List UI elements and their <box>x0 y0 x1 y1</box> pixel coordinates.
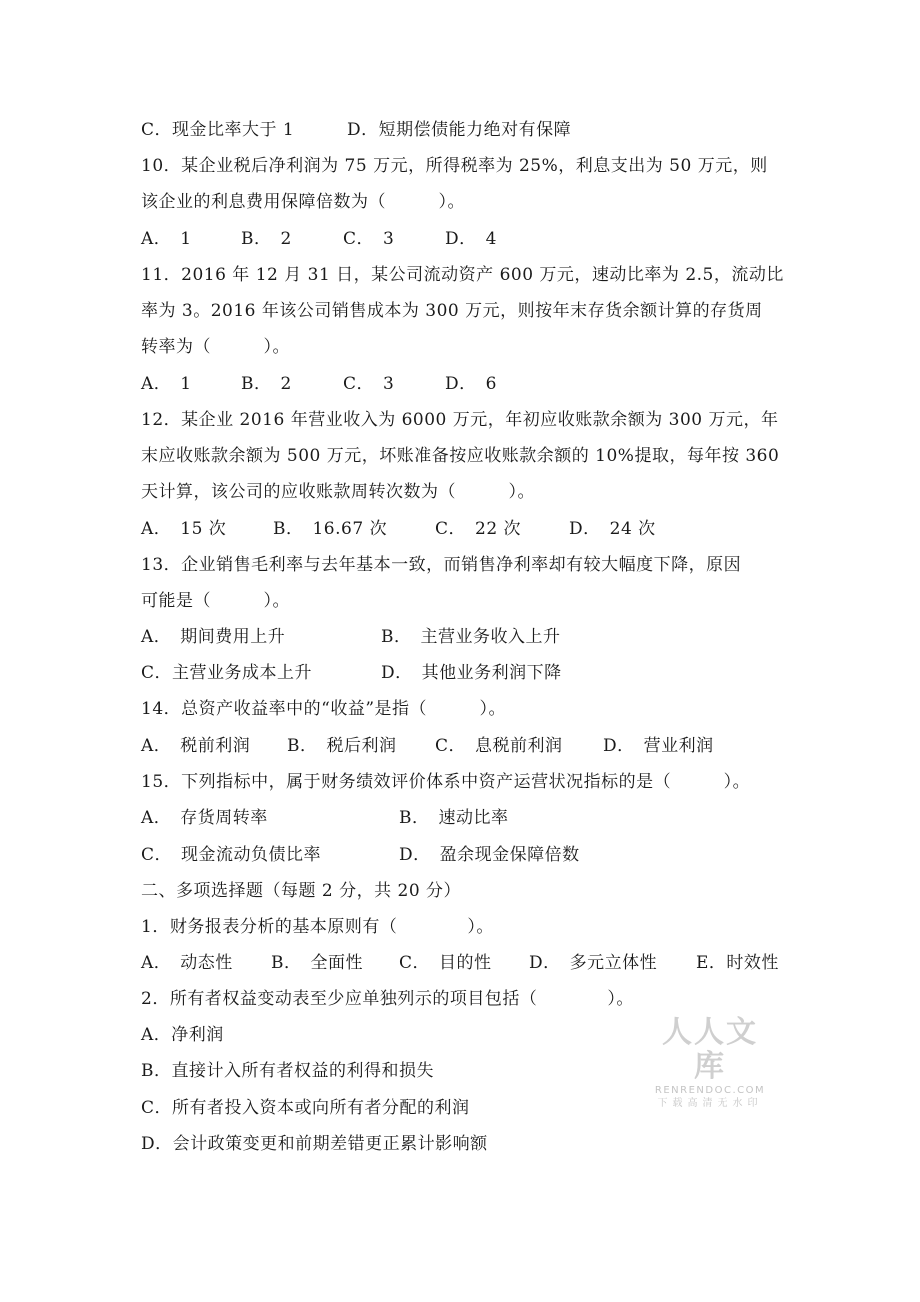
option-b: B．直接计入所有者权益的利得和损失 <box>141 1061 434 1081</box>
option-a: A． 税前利润 <box>141 736 251 756</box>
option-c: C． 息税前利润 <box>435 736 563 756</box>
question-10-text: 10．某企业税后净利润为 75 万元，所得税率为 25%，利息支出为 50 万元，则 <box>141 156 768 176</box>
question-11-text: 11．2016 年 12 月 31 日，某公司流动资产 600 万元，速动比率为 2.5，流动比 <box>141 265 784 285</box>
option-a: A． 15 次 <box>141 519 227 539</box>
option-c: C． 3 <box>343 229 395 249</box>
option-c: C．所有者投入资本或向所有者分配的利润 <box>141 1098 470 1118</box>
option-d: D． 盈余现金保障倍数 <box>399 845 580 865</box>
option-b: B． 2 <box>241 229 292 249</box>
option-c: C． 22 次 <box>435 519 522 539</box>
option-c: C． 目的性 <box>399 953 492 973</box>
option-d: D． 其他业务利润下降 <box>381 663 562 683</box>
option-c: C．主营业务成本上升 <box>141 663 313 683</box>
question-14-text: 14．总资产收益率中的“收益”是指（ ）。 <box>141 699 507 719</box>
option-d: D． 4 <box>445 229 497 249</box>
option-d: D． 多元立体性 <box>529 953 658 973</box>
watermark-logo <box>648 1016 772 1110</box>
option-c: C．现金比率大于 1 <box>141 120 295 140</box>
option-d: D．会计政策变更和前期差错更正累计影响额 <box>141 1134 488 1154</box>
multi-question-2-text: 2．所有者权益变动表至少应单独列示的项目包括（ ）。 <box>141 989 634 1009</box>
option-a: A． 期间费用上升 <box>141 627 286 647</box>
question-11-text-cont: 转率为（ ）。 <box>141 337 290 357</box>
option-d: D． 6 <box>445 374 497 394</box>
option-b: B． 主营业务收入上升 <box>381 627 561 647</box>
question-13-text: 13．企业销售毛利率与去年基本一致，而销售净利率却有较大幅度下降，原因 <box>141 555 742 575</box>
option-c: C． 现金流动负债比率 <box>141 845 322 865</box>
option-c: C． 3 <box>343 374 395 394</box>
option-b: B． 税后利润 <box>287 736 397 756</box>
option-b: B． 16.67 次 <box>273 519 388 539</box>
question-13-text-cont: 可能是（ ）。 <box>141 591 290 611</box>
option-d: D． 营业利润 <box>603 736 714 756</box>
option-a: A．净利润 <box>141 1025 224 1045</box>
question-12-text-cont: 天计算，该公司的应收账款周转次数为（ ）。 <box>141 482 535 502</box>
option-d: D． 24 次 <box>569 519 656 539</box>
question-15-text: 15．下列指标中，属于财务绩效评价体系中资产运营状况指标的是（ ）。 <box>141 772 751 792</box>
watermark-url: RENRENDOC.COM <box>654 1085 766 1096</box>
section-heading: 二、多项选择题（每题 2 分，共 20 分） <box>141 881 462 901</box>
option-a: A． 1 <box>141 374 192 394</box>
watermark-title: 人人文库 <box>662 1015 758 1084</box>
question-12-text-cont: 末应收账款余额为 500 万元，坏账准备按应收账款余额的 10%提取，每年按 360 <box>141 446 780 466</box>
option-b: B． 全面性 <box>271 953 363 973</box>
multi-question-1-text: 1．财务报表分析的基本原则有（ ）。 <box>141 917 494 937</box>
question-11-text-cont: 率为 3。2016 年该公司销售成本为 300 万元，则按年末存货余额计算的存货周 <box>141 301 763 321</box>
option-a: A． 存货周转率 <box>141 808 268 828</box>
watermark-subtitle: 下载高清无水印 <box>657 1098 763 1109</box>
option-b: B． 速动比率 <box>399 808 509 828</box>
option-b: B． 2 <box>241 374 292 394</box>
option-e: E．时效性 <box>696 953 779 973</box>
option-a: A． 动态性 <box>141 953 233 973</box>
option-d: D．短期偿债能力绝对有保障 <box>347 120 572 140</box>
question-10-text-cont: 该企业的利息费用保障倍数为（ ）。 <box>141 192 465 212</box>
option-a: A． 1 <box>141 229 192 249</box>
question-12-text: 12．某企业 2016 年营业收入为 6000 万元，年初应收账款余额为 300 万元，年 <box>141 410 779 430</box>
